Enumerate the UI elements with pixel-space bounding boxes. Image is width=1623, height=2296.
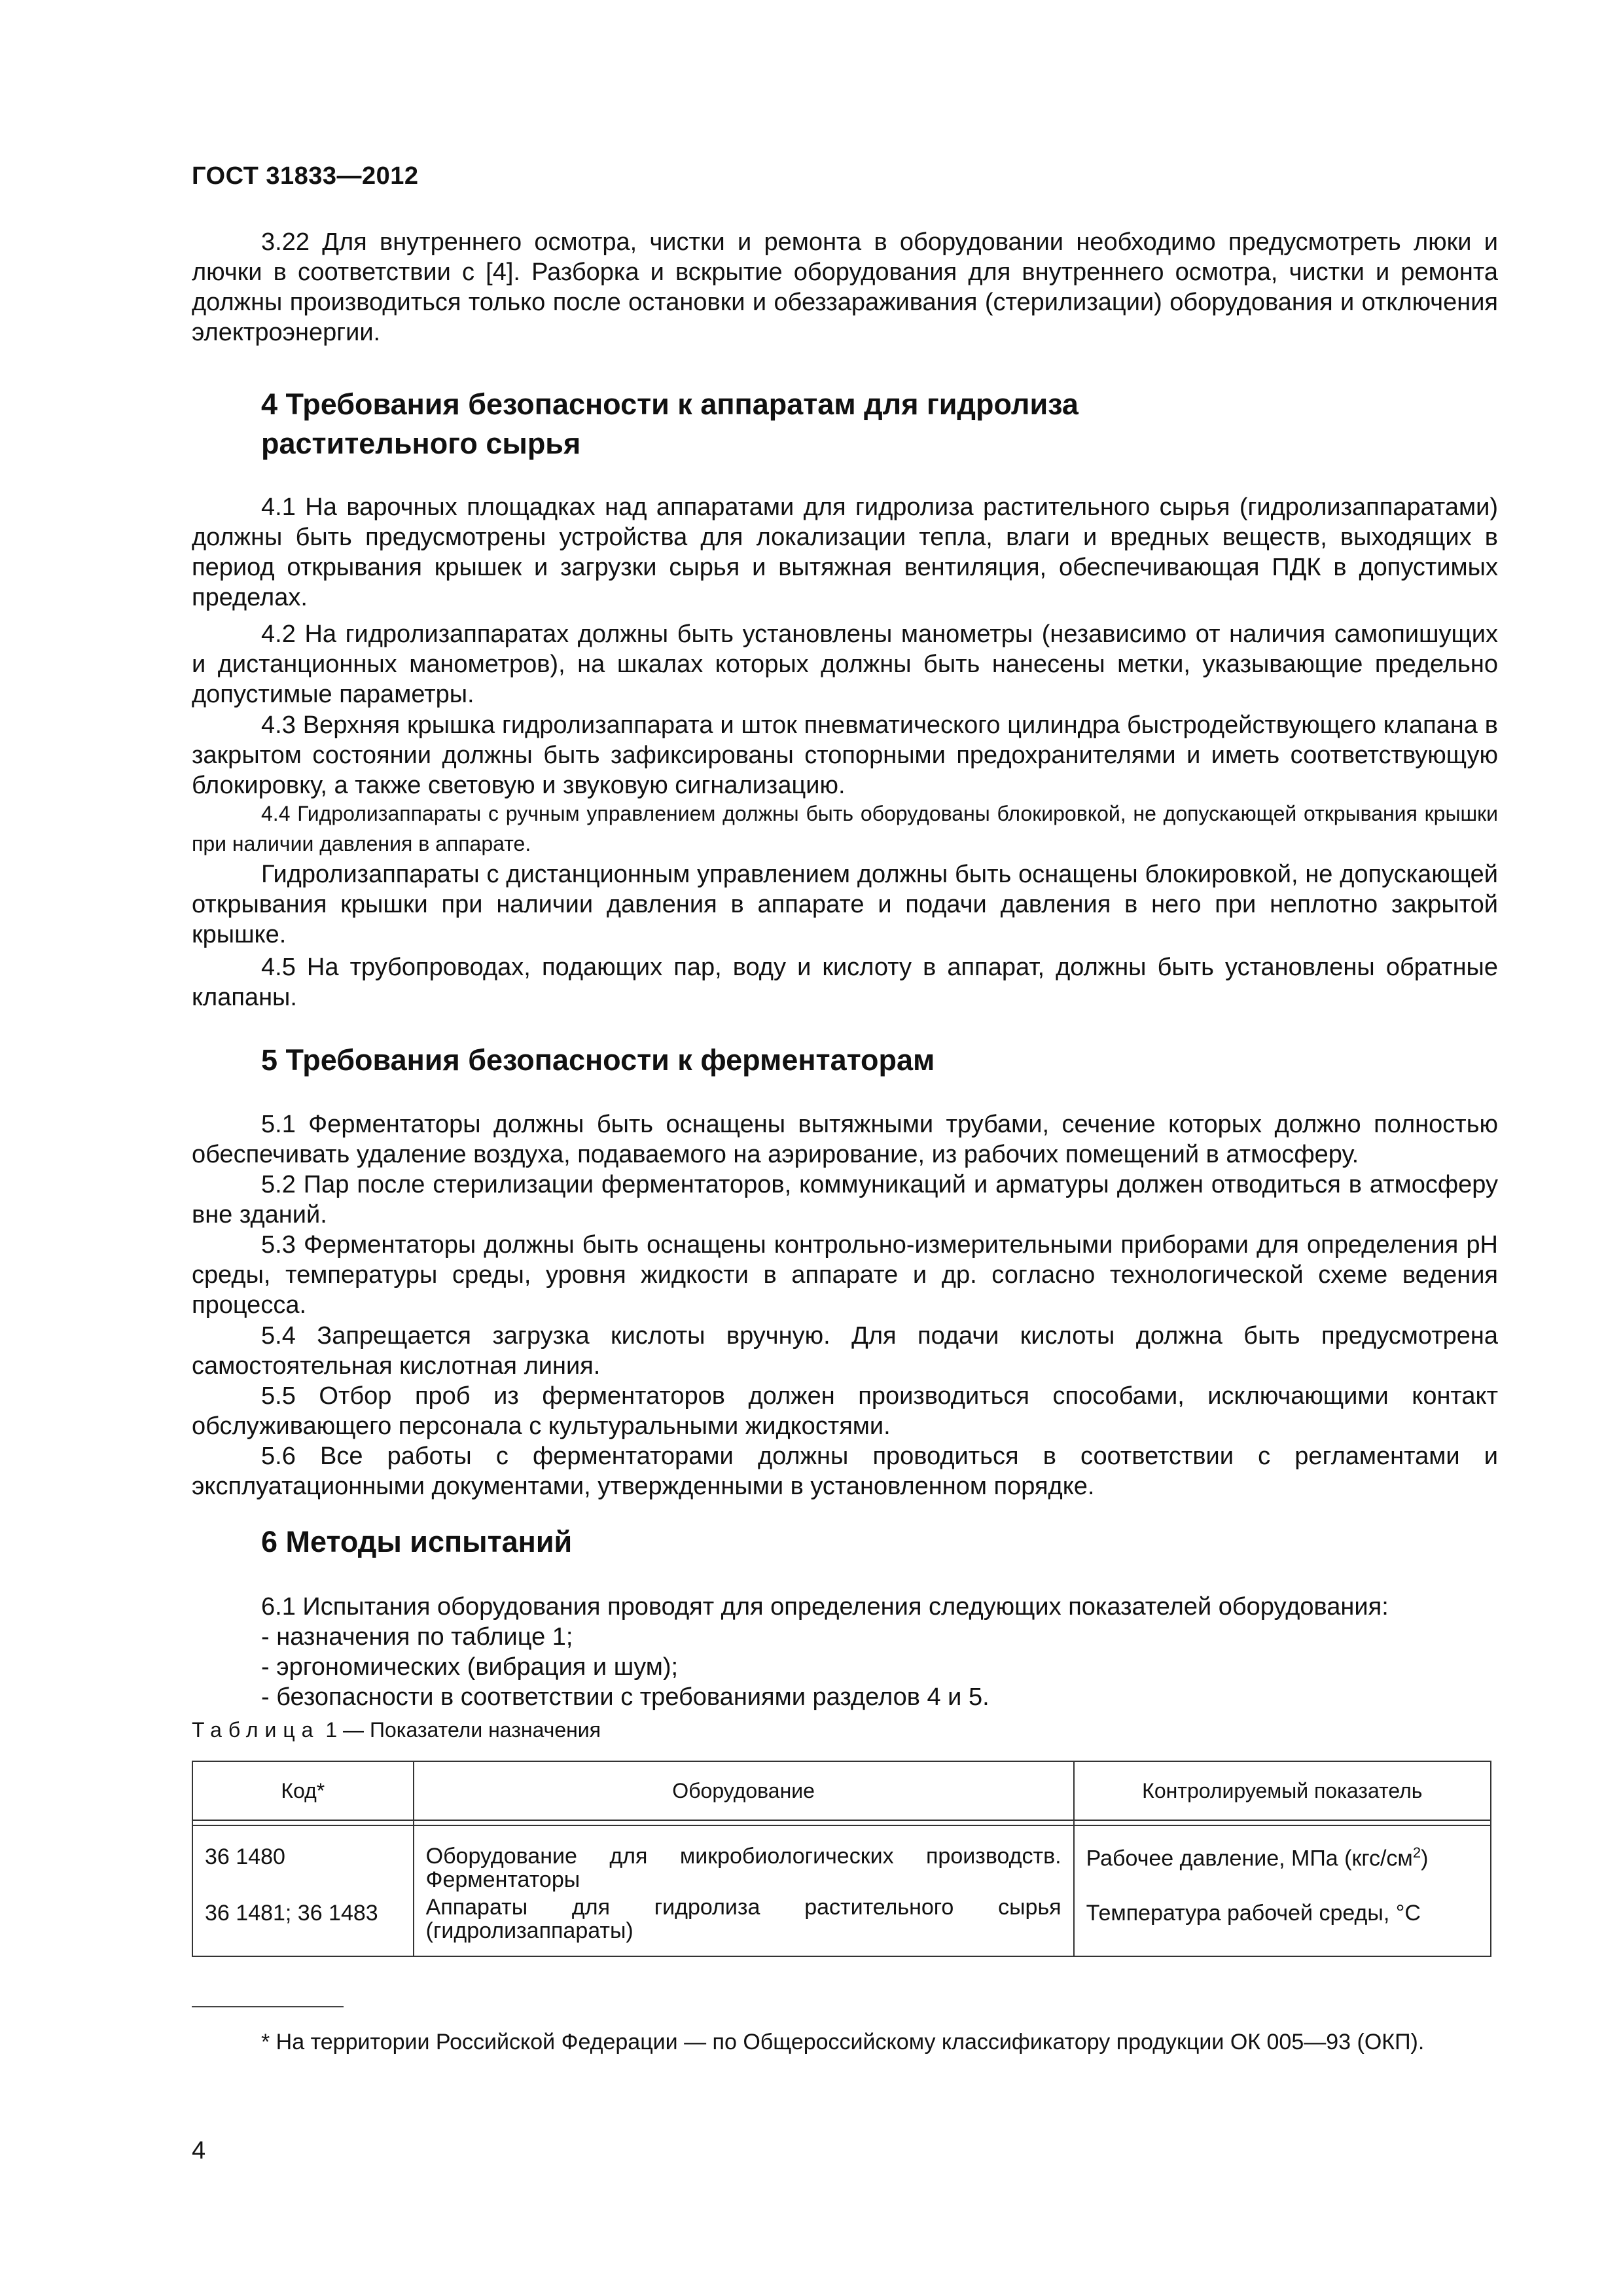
column-header-indicator: Контролируемый показатель bbox=[1074, 1761, 1491, 1820]
paragraph-4-2 bbox=[192, 619, 1498, 709]
indicator-text-end: ) bbox=[1421, 1846, 1429, 1871]
paragraph-5-4 bbox=[192, 1321, 1498, 1381]
paragraph-text: 5.2 Пар после стерилизации ферментаторов, коммуникаций и арматуры должен отводиться в атмосферу вне зданий. bbox=[192, 1171, 1498, 1229]
table-row bbox=[192, 1892, 1491, 1956]
table-header-row bbox=[192, 1761, 1491, 1820]
paragraph-5-1 bbox=[192, 1109, 1498, 1170]
page-number: 4 bbox=[192, 2137, 206, 2164]
cell-code: 36 1481; 36 1483 bbox=[192, 1892, 414, 1956]
list-item: - безопасности в соответствии с требованиями разделов 4 и 5. bbox=[261, 1683, 990, 1711]
paragraph-text: 5.1 Ферментаторы должны быть оснащены вытяжными трубами, сечение которых должно полностью обеспечивать удаление воздуха, подаваемого на аэрирование, из рабочих помещений в атмосферу. bbox=[192, 1111, 1498, 1168]
table-header-separator bbox=[192, 1820, 1491, 1825]
paragraph-text: 3.22 Для внутреннего осмотра, чистки и ремонта в оборудовании необходимо предусмотреть люки и лючки в соответствии с [4]. Разборка и вскрытие оборудования для внутреннего осмотра, чистки и ремонта должны производиться только после остановки и обеззараживания (стерилизации) оборудования и отключения электроэнергии. bbox=[192, 228, 1498, 346]
document-id-header: ГОСТ 31833—2012 bbox=[192, 162, 419, 190]
list-item: - эргономических (вибрация и шум); bbox=[261, 1653, 679, 1681]
paragraph-text: Гидролизаппараты с дистанционным управлением должны быть оснащены блокировкой, не допускающей открывания крышки при наличии давления в аппарате и подачи давления в него при неплотно закрытой крышке. bbox=[192, 861, 1498, 948]
indicator-text: Рабочее давление, МПа (кгс/см bbox=[1086, 1846, 1413, 1871]
column-header-code: Код* bbox=[192, 1761, 414, 1820]
paragraph-text: 5.6 Все работы с ферментаторами должны проводиться в соответствии с регламентами и эксплуатационными документами, утвержденными в установленном порядке. bbox=[192, 1443, 1498, 1500]
paragraph-4-3 bbox=[192, 710, 1498, 800]
cell-indicator bbox=[1074, 1825, 1491, 1892]
section-5-heading: 5 Требования безопасности к ферментаторам bbox=[261, 1043, 935, 1077]
section-4-heading bbox=[261, 385, 1079, 463]
paragraph-text: 4.2 На гидролизаппаратах должны быть установлены манометры (независимо от наличия самопишущих и дистанционных манометров), на шкалах которых должны быть нанесены метки, указывающие предельно допустимые параметры. bbox=[192, 620, 1498, 708]
paragraph-text: 4.3 Верхняя крышка гидролизаппарата и шток пневматического цилиндра быстродействующего клапана в закрытом состоянии должны быть зафиксированы стопорными предохранителями и иметь соответствующую блокировку, а также световую и звуковую сигнализацию. bbox=[192, 711, 1498, 799]
paragraph-text: 4.1 На варочных площадках над аппаратами для гидролиза растительного сырья (гидролизаппаратами) должны быть предусмотрены устройства для локализации тепла, влаги и вредных веществ, выходящих в период открывания крышек и загрузки сырья и вытяжная вентиляция, обеспечивающая ПДК в допустимых пределах. bbox=[192, 493, 1498, 611]
paragraph-5-3 bbox=[192, 1230, 1498, 1320]
heading-line: растительного сырья bbox=[261, 427, 581, 460]
paragraph-text: 5.5 Отбор проб из ферментаторов должен производиться способами, исключающими контакт обслуживающего персонала с культуральными жидкостями. bbox=[192, 1382, 1498, 1440]
section-6-heading: 6 Методы испытаний bbox=[261, 1525, 573, 1558]
paragraph-text: 4.5 На трубопроводах, подающих пар, воду и кислоту в аппарат, должны быть установлены обратные клапаны. bbox=[192, 954, 1498, 1011]
paragraph-4-5 bbox=[192, 952, 1498, 1013]
table-row bbox=[192, 1825, 1491, 1892]
table-caption-label: Таблица bbox=[192, 1718, 320, 1742]
paragraph-3-22 bbox=[192, 227, 1498, 348]
paragraph-text: 5.4 Запрещается загрузка кислоты вручную. Для подачи кислоты должна быть предусмотрена самостоятельная кислотная линия. bbox=[192, 1322, 1498, 1380]
cell-code: 36 1480 bbox=[192, 1825, 414, 1892]
paragraph-text: 5.3 Ферментаторы должны быть оснащены контрольно-измерительными приборами для определения pH среды, температуры среды, уровня жидкости в аппарате и др. согласно технологической схеме ведения процесса. bbox=[192, 1231, 1498, 1319]
paragraph-4-4 bbox=[192, 798, 1498, 859]
indicators-table bbox=[192, 1761, 1491, 1957]
table-caption-text: 1 — Показатели назначения bbox=[325, 1718, 601, 1742]
paragraph-text: 6.1 Испытания оборудования проводят для определения следующих показателей оборудования: bbox=[261, 1593, 1389, 1621]
paragraph-5-2 bbox=[192, 1170, 1498, 1230]
table-caption bbox=[192, 1718, 601, 1742]
paragraph-5-6 bbox=[192, 1441, 1498, 1501]
column-header-equipment: Оборудование bbox=[414, 1761, 1074, 1820]
cell-equipment: Аппараты для гидролиза растительного сырья (гидролизаппараты) bbox=[414, 1892, 1074, 1956]
list-item: - назначения по таблице 1; bbox=[261, 1623, 573, 1651]
paragraph-5-5 bbox=[192, 1381, 1498, 1441]
cell-equipment: Оборудование для микробиологических производств. Ферментаторы bbox=[414, 1825, 1074, 1892]
footnote-text: * На территории Российской Федерации — по Общероссийскому классификатору продукции ОК 005—93 (ОКП). bbox=[261, 2030, 1425, 2054]
heading-line: 4 Требования безопасности к аппаратам для гидролиза bbox=[261, 387, 1079, 421]
footnote-divider bbox=[192, 2006, 344, 2007]
paragraph-4-4b bbox=[192, 859, 1498, 950]
cell-indicator: Температура рабочей среды, °С bbox=[1074, 1892, 1491, 1956]
paragraph-4-1 bbox=[192, 492, 1498, 613]
footnote bbox=[192, 2026, 1491, 2058]
paragraph-6-1 bbox=[192, 1592, 1498, 1622]
paragraph-text: 4.4 Гидролизаппараты с ручным управлением должны быть оборудованы блокировкой, не допускающей открывания крышки при наличии давления в аппарате. bbox=[192, 802, 1498, 855]
indicator-superscript: 2 bbox=[1412, 1844, 1421, 1861]
